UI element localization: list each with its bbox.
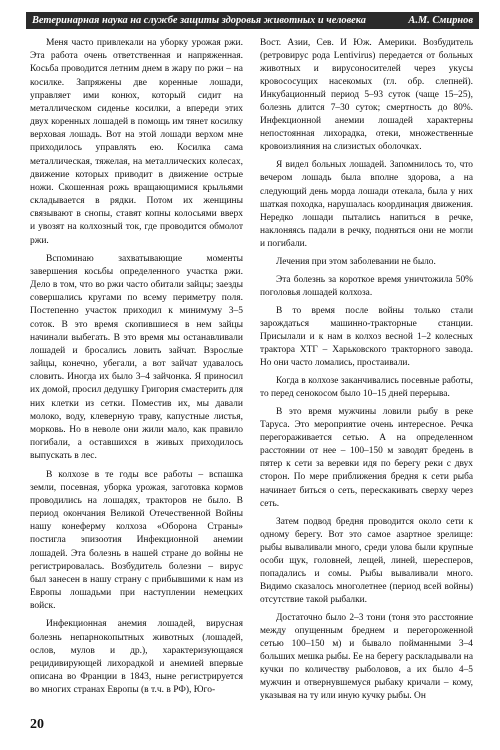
paragraph: В колхозе в те годы все работы – вспашка земли, посевная, уборка урожая, заготовка кормов проводились на лошадях, тракторов не было. В период окончания Великой Отечественной Войны нашу конеферму колхоза «Оборона Страны» постигла эпизоотия Инфекционной анемии лошадей. Эта болезнь в нашей стране до войны не регистрировалась. Возбудитель болезни – вирус был занесен в нашу страну с прибывшими к нам из Европы лошадьми при наступлении немецких войск. (30, 469, 243, 612)
paragraph: Вост. Азии, Сев. И Юж. Америки. Возбудитель (ретровирус рода Lentivirus) передается от больных животных и вирусоносителей через укусы кровососущих насекомых (гл. обр. слепней). Инкубационный период 5–93 суток (чаще 15–25), болезнь длится 7–30 суток; смертность до 80%. Инфекционной анемии лошадей характерны непостоянная лихорадка, отеки, множественные кровоизлияния на слизистых оболочках. (260, 38, 473, 153)
paragraph: Лечения при этом заболевании не было. (276, 256, 436, 267)
page-number: 20 (30, 717, 44, 732)
running-header (26, 12, 479, 29)
header-author: А.М. Смирнов (408, 15, 473, 26)
paragraph: Меня часто привлекали на уборку урожая ржи. Эта работа очень ответственная и напряженная. Косьба проводится летним днем в жару по ржи – на косилке. Запряжены две коренные лошади, управляет ими конюх, который сидит на металлическом сиденье косилки, а впереди этих двух коренных лошадей в помощь им тянет косилку верховая лошадь. Вот на этой лошади верхом мне приходилось управлять ею. Косилка сама металлическая, тяжелая, на металлических колесах, движение которых приводит в движение острые ножи. Скошенная рожь вращающимися крыльями складывается в рядки. Потом их женщины связывают в снопы, ставят копны колосьями вверх и увозят на колхозный ток, где проводится обмолот ржи. (30, 38, 243, 246)
paragraph: В то время после войны только стали зарождаться машинно-тракторные станции. Присылали и к нам в колхоз весной 1–2 колесных трактора ХТГ – Харьковского тракторного завода. Но они часто ломались, простаивали. (260, 305, 473, 369)
paragraph: В это время мужчины ловили рыбу в реке Таруса. Это мероприятие очень интересное. Речка перегораживается сетью. А на определенном расстоянии от нее – 100–150 м заводят бредень в пятер к сети за веревки идя по берегу реки с двух сторон. По мере приближения бредня к сети рыба начинает биться о сеть, перескакивать сверху через сеть. (260, 407, 473, 509)
right-column (260, 37, 473, 708)
paragraph: Достаточно было 2–3 тони (тоня это расстояние между опущенным бреднем и перегороженной сетью 100–150 м) и бывало пойманными 3–4 больших мешка рыбы. Ее на берегу раскладывали на кучки по количеству рыболовов, а их было 4–5 мужчин и отвернувшемуся рыбаку кричали – кому, указывая на ту или иную кучку рыбы. Он (260, 612, 473, 702)
paragraph: Затем подвод бредня проводится около сети к одному берегу. Вот это самое азартное зрелище: рыбы вываливали много, среди улова были крупные особи щук, головней, лещей, линей, шересперов, попадались и сомы. Рыбы вываливали много. Видимо сказалось многолетнее (период всей войны) отсутствие такой рыбалки. (260, 516, 473, 605)
paragraph: Эта болезнь за короткое время уничтожила 50% поголовья лошадей колхоза. (260, 274, 473, 298)
left-column (30, 37, 243, 702)
paragraph: Когда в колхозе заканчивались посевные работы, то перед сенокосом было 10–15 дней перерыва. (260, 376, 473, 400)
header-title: Ветеринарная наука на службе защиты здоровья животных и человека (32, 15, 366, 26)
paragraph: Инфекционная анемия лошадей, вирусная болезнь непарнокопытных животных (лошадей, ослов, мулов и др.), характеризующаяся рецидивирующей лихорадкой и анемией впервые описана во Франции в 1843, ныне регистрируется во многих странах Европы (в т.ч. в РФ), Юго- (30, 619, 243, 696)
paragraph: Вспоминаю захватывающие моменты завершения косьбы определенного участка ржи. Дело в том, что во ржи часто обитали зайцы; заезды совершались кругами по всему периметру поля. Постепенно участок приходил к минимуму 3–5 соток. В это время скопившиеся в нем зайцы начинали выбегать. В это время мы останавливали лошадей и бросались ловить зайчат. Взрослые зайцы, конечно, убегали, а вот зайчат удавалось словить. Иногда их было 3–4 зайчонка. Я приносил их домой, просил дедушку Григория смастерить для них клетки из сетки. Поместив их, мы давали молоко, воду, клеверную траву, капустные листья, морковь. Но в неволе они жили мало, как правило погибали, а оставшихся в живых приходилось выпускать в лес. (30, 253, 243, 462)
paragraph: Я видел больных лошадей. Запомнилось то, что вечером лошадь была вполне здорова, а на следующий день морда лошади отекала, была у них шаткая походка, нарушалась координация движения. Нередко лошади пытались напиться в речке, наклоняясь падали в речку, подняться они не могли и погибали. (260, 160, 473, 249)
